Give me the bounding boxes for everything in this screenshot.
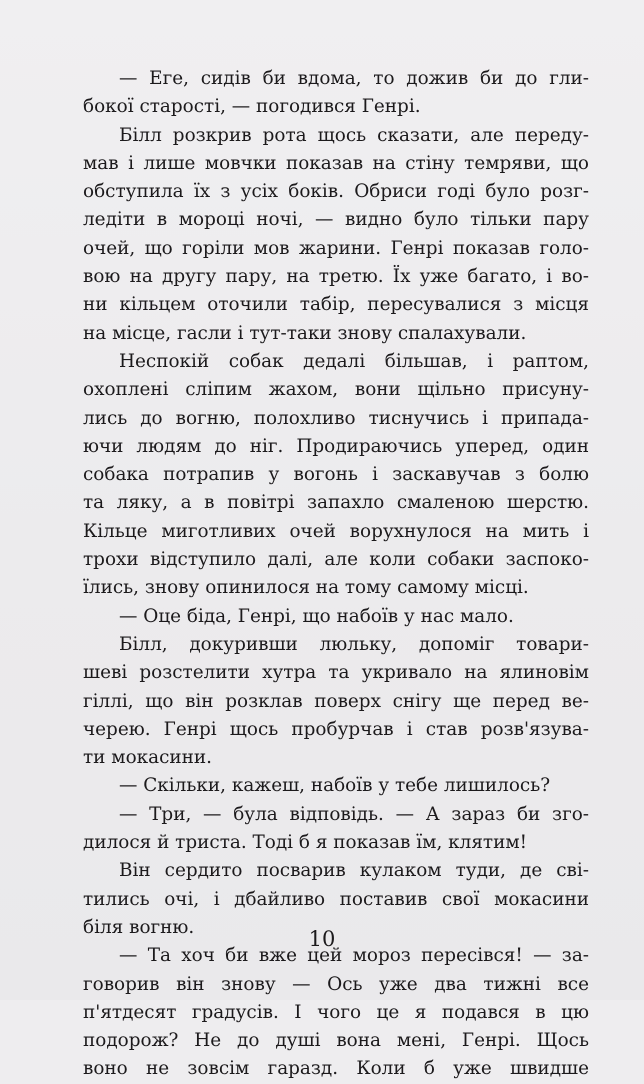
text-line: біля вогню. bbox=[83, 916, 195, 938]
text-line: бокої старості, — погодився Генрі. bbox=[83, 96, 421, 118]
text-line: — Оце біда, Генрі, що набоїв у нас мало. bbox=[119, 605, 514, 627]
text-line: говорив він знову — Ось уже два тижні все bbox=[83, 973, 589, 995]
text-line: охоплені сліпим жахом, вони щільно присуну- bbox=[83, 379, 589, 401]
text-line: Білл, докуривши люльку, допоміг товари- bbox=[119, 633, 589, 655]
text-line: трохи відступило далі, але коли собаки заспоко- bbox=[83, 549, 589, 571]
text-line: воно не зовсім гаразд. Коли б уже швидше bbox=[83, 1058, 589, 1080]
text-line: обступила їх з усіх боків. Обриси годі було розг- bbox=[83, 181, 589, 203]
text-line: — Еге, сидів би вдома, то дожив би до гли- bbox=[119, 68, 589, 89]
text-line: вою на другу пару, на третю. Їх уже багато, і во- bbox=[83, 266, 589, 288]
text-line: їлись, знову опинилося на тому самому місці. bbox=[83, 577, 529, 599]
text-line: мав і лише мовчки показав на стіну темряви, що bbox=[83, 152, 589, 174]
text-line: тились очі, і дбайливо поставив свої мокасини bbox=[83, 888, 589, 910]
text-line: собака потрапив у вогонь і заскавучав з болю bbox=[83, 464, 589, 486]
text-line: Він сердито посварив кулаком туди, де сві- bbox=[119, 860, 589, 882]
text-line: Білл розкрив рота щось сказати, але переду- bbox=[119, 124, 589, 146]
page-number: 10 bbox=[308, 927, 336, 951]
text-line: Кільце миготливих очей ворухнулося на мить і bbox=[83, 520, 589, 542]
text-line: гіллі, що він розклав поверх снігу ще перед ве- bbox=[83, 690, 589, 712]
text-line: ючи людям до ніг. Продираючись уперед, один bbox=[83, 435, 589, 457]
text-line: лись до вогню, полохливо тиснучись і припада- bbox=[83, 407, 589, 429]
text-line: та ляку, а в повітрі запахло смаленою шерстю. bbox=[83, 492, 589, 514]
text-line: на місце, гасли і тут-таки знову спалахували. bbox=[83, 322, 527, 344]
text-line: шеві розстелити хутра та укривало на ялиновім bbox=[83, 662, 589, 684]
text-line: Неспокій собак дедалі більшав, і раптом, bbox=[119, 350, 589, 372]
text-line: — Скільки, кажеш, набоїв у тебе лишилось? bbox=[119, 775, 551, 797]
text-line: ни кільцем оточили табір, пересувалися з місця bbox=[83, 294, 589, 316]
text-line: п'ятдесят градусів. І чого це я подався в цю bbox=[83, 1001, 589, 1023]
text-line: ти мокасини. bbox=[83, 747, 213, 769]
text-line: — Три, — була відповідь. — А зараз би зго- bbox=[119, 803, 589, 825]
text-line: подорож? Не до душі вона мені, Генрі. Щось bbox=[83, 1030, 589, 1052]
text-line: черею. Генрі щось пробурчав і став розв'язува- bbox=[83, 718, 589, 740]
text-line: дилося й триста. Тоді б я показав їм, клятим! bbox=[83, 832, 528, 854]
text-line: очей, що горіли мов жарини. Генрі показав голо- bbox=[83, 237, 589, 259]
text-line: — Та хоч би вже цей мороз пересівся! — за- bbox=[119, 945, 589, 967]
text-line: ледіти в мороці ночі, — видно було тільки пару bbox=[83, 209, 589, 231]
